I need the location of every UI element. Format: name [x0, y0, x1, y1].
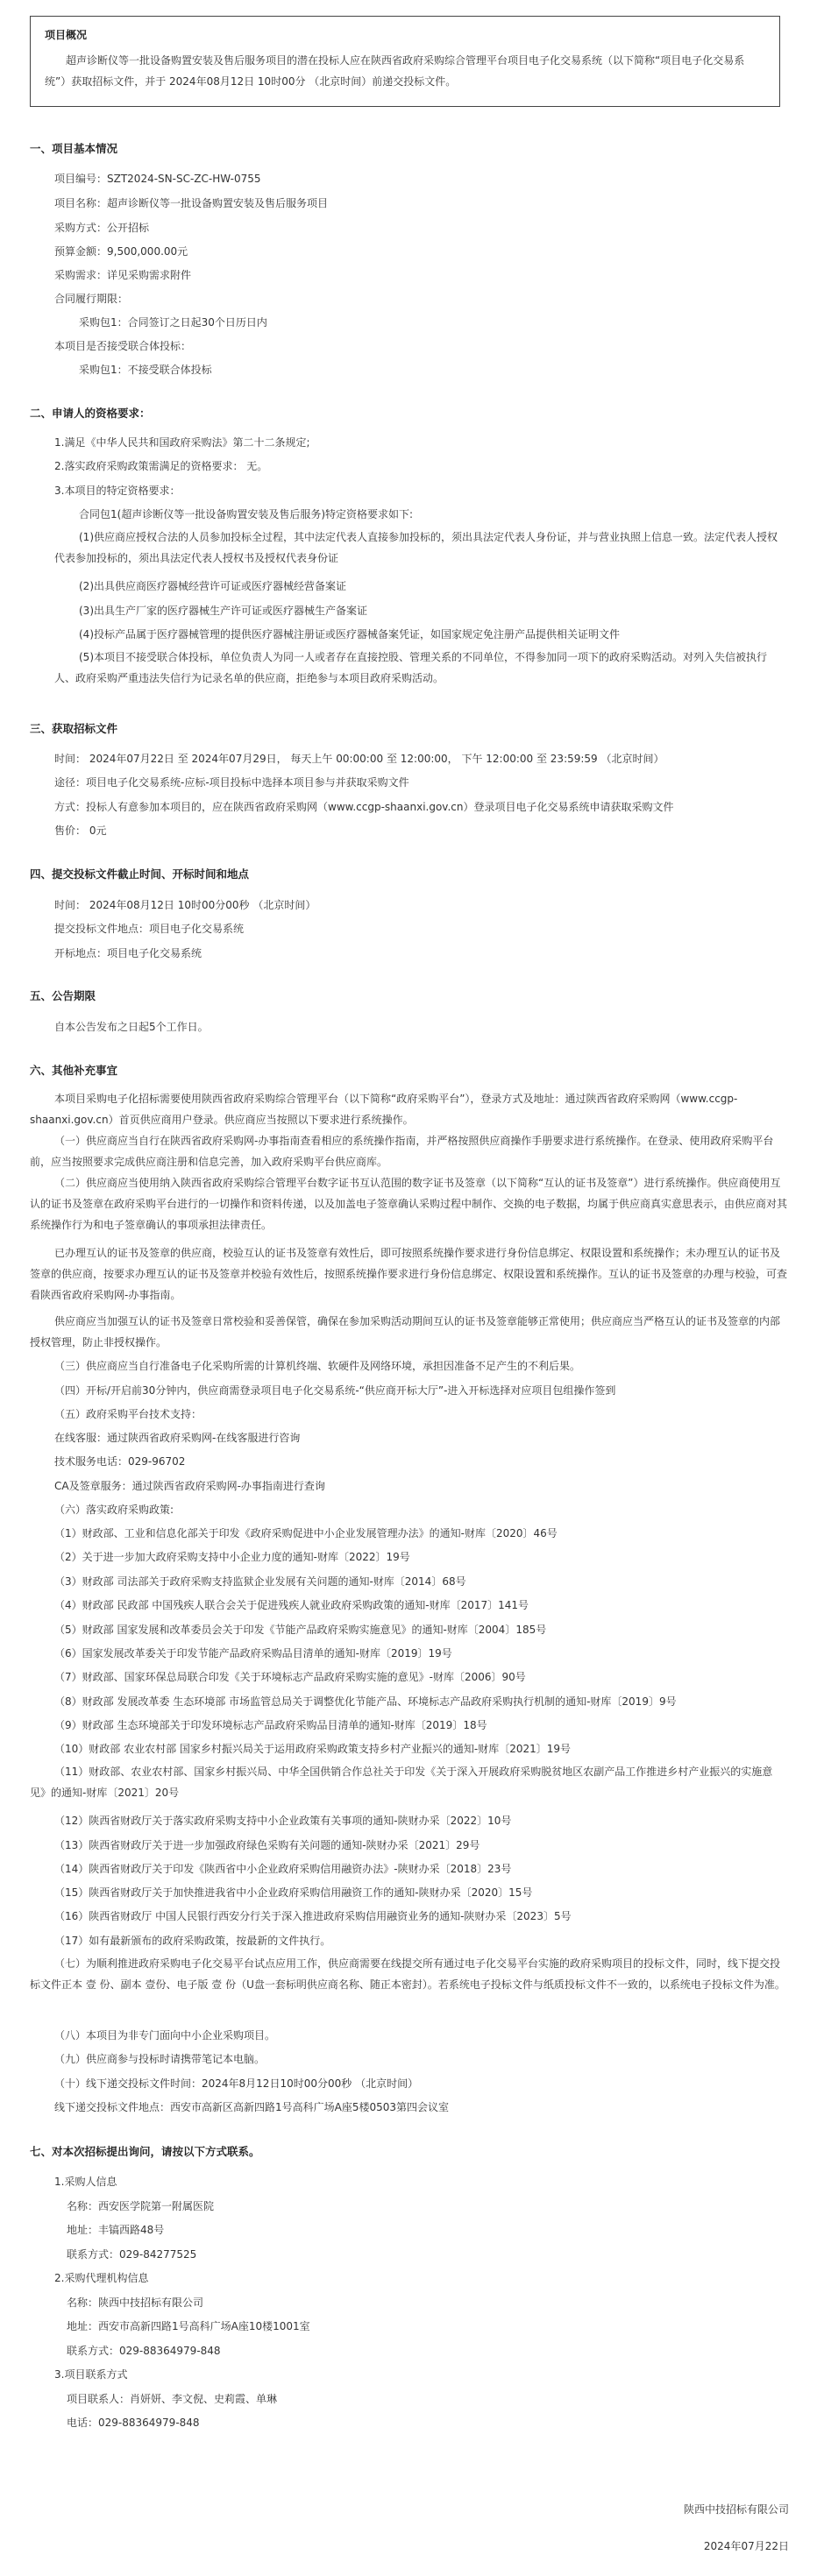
policy-item: （8）财政部 发展改革委 生态环境部 市场监管总局关于调整优化节能产品、环境标志产品政府采购执行机制的通知-财库〔2019〕9号 — [54, 1695, 677, 1708]
consortium-package-1: 采购包1：不接受联合体投标 — [79, 364, 212, 376]
section-4-heading: 四、提交投标文件截止时间、开标时间和地点 — [30, 867, 250, 881]
document-price: 售价： 0元 — [54, 824, 107, 837]
opening-location: 开标地点：项目电子化交易系统 — [54, 947, 202, 959]
supplement-item-4: （四）开标/开启前30分钟内，供应商需登录项目电子化交易系统-“供应商开标大厅”-进入开标选择对应项目包组操作签到 — [54, 1384, 616, 1397]
section-7-heading: 七、对本次招标提出询问，请按以下方式联系。 — [30, 2145, 260, 2158]
contract-term-package-1: 采购包1：合同签订之日起30个日历日内 — [79, 316, 267, 329]
signature-org: 陕西中技招标有限公司 — [683, 2503, 789, 2516]
contract-term-label: 合同履行期限： — [54, 293, 129, 305]
purchaser-address: 地址：丰镐西路48号 — [67, 2224, 165, 2236]
supplement-item-6: （六）落实政府采购政策: — [54, 1504, 174, 1516]
supplement-item-5: （五）政府采购平台技术支持： — [54, 1408, 202, 1420]
supplement-item-2: （二）供应商应当使用纳入陕西省政府采购综合管理平台数字证书互认范围的数字证书及签章（以下简称“互认的证书及签章”）进行系统操作。供应商使用互认的证书及签章在政府采购平台进行的一切操作和资料传递，以及加盖电子签章确认采购过程中制作、交换的电子数据，均属于供应商真实意思表示，由供应商对其系统操作行为和电子签章确认的事项承担法律责任。 — [30, 1177, 788, 1231]
policy-item: （2）关于进一步加大政府采购支持中小企业力度的通知-财库〔2022〕19号 — [54, 1551, 410, 1563]
policy-item: （11）财政部、农业农村部、国家乡村振兴局、中华全国供销合作总社关于印发《关于深入开展政府采购脱贫地区农副产品工作推进乡村产业振兴的实施意见》的通知-财库〔2021〕20号 — [30, 1766, 773, 1799]
supplement-item-9: （九）供应商参与投标时请携带笔记本电脑。 — [54, 2053, 266, 2065]
agency-contact: 联系方式：029-88364979-848 — [67, 2345, 221, 2357]
section-1-heading: 一、项目基本情况 — [30, 142, 118, 155]
purchaser-info-heading: 1.采购人信息 — [54, 2176, 117, 2188]
requirement-item-3: (3)出具生产厂家的医疗器械生产许可证或医疗器械生产备案证 — [79, 605, 368, 617]
policy-item: （3）财政部 司法部关于政府采购支持监狱企业发展有关问题的通知-财库〔2014〕68号 — [54, 1575, 466, 1588]
agency-address: 地址：西安市高新四路1号高科广场A座10楼1001室 — [67, 2320, 310, 2332]
procurement-method: 采购方式：公开招标 — [54, 222, 150, 234]
requirement-item-5: (5)本项目不接受联合体投标，单位负责人为同一人或者存在直接控股、管理关系的不同单位，不得参加同一项下的政府采购活动。对列入失信被执行人、政府采购严重违法失信行为记录名单的供应商，拒绝参与本项目政府采购活动。 — [54, 651, 768, 684]
overview-title: 项目概况 — [45, 29, 88, 41]
purchaser-name: 名称：西安医学院第一附属医院 — [67, 2200, 215, 2212]
signature-date: 2024年07月22日 — [703, 2540, 789, 2552]
supplement-intro: 本项目采购电子化招标需要使用陕西省政府采购综合管理平台（以下简称“政府采购平台”），登录方式及地址：通过陕西省政府采购网（www.ccgp-shaanxi.gov.cn）首页供应商用户登录。供应商应当按照以下要求进行系统操作。 — [30, 1093, 738, 1126]
submission-location: 提交投标文件地点：项目电子化交易系统 — [54, 923, 245, 935]
supplement-item-7: （七）为顺利推进政府采购电子化交易平台试点应用工作，供应商需要在线提交所有通过电子化交易平台实施的政府采购项目的投标文件，同时，线下提交投标文件正本 壹 份、副本 壹份、电子版 壹 份（U盘一套标明供应商名称、随正本密封）。若系统电子投标文件与纸质投标文件不一致的，以系统电子投标文件为准。 — [30, 1957, 785, 1991]
acquisition-time: 时间： 2024年07月22日 至 2024年07月29日， 每天上午 00:00:00 至 12:00:00， 下午 12:00:00 至 23:59:59 （北京时间） — [54, 753, 664, 765]
package-specific-requirements: 合同包1(超声诊断仪等一批设备购置安装及售后服务)特定资格要求如下: — [79, 508, 414, 520]
supplement-item-1: （一）供应商应当自行在陕西省政府采购网-办事指南查看相应的系统操作指南，并严格按照供应商操作手册要求进行系统操作。在登录、使用政府采购平台前，应当按照要求完成供应商注册和信息完善，加入政府采购平台供应商库。 — [30, 1135, 774, 1168]
policy-item: （13）陕西省财政厅关于进一步加强政府绿色采购有关问题的通知-陕财办采〔2021〕29号 — [54, 1839, 480, 1851]
qualification-3: 3.本项目的特定资格要求： — [54, 485, 181, 497]
section-5-heading: 五、公告期限 — [30, 989, 96, 1002]
requirement-item-1: (1)供应商应授权合法的人员参加投标全过程，其中法定代表人直接参加投标的，须出具法定代表人身份证，并与营业执照上信息一致。法定代表人授权代表参加投标的，须出具法定代表人授权书及授权代表身份证 — [54, 531, 778, 564]
supplement-item-3: （三）供应商应当自行准备电子化采购所需的计算机终端、软硬件及网络环境，承担因准备不足产生的不利后果。 — [54, 1360, 581, 1372]
acquisition-channel: 途径：项目电子化交易系统-应标-项目投标中选择本项目参与并获取采购文件 — [54, 776, 409, 789]
requirement-item-2: (2)出具供应商医疗器械经营许可证或医疗器械经营备案证 — [79, 580, 347, 592]
qualification-1: 1.满足《中华人民共和国政府采购法》第二十二条规定; — [54, 436, 310, 449]
deadline-time: 时间： 2024年08月12日 10时00分00秒 （北京时间） — [54, 899, 316, 911]
offline-submission-location: 线下递交投标文件地点：西安市高新区高新四路1号高科广场A座5楼0503第四会议室 — [54, 2101, 450, 2113]
policy-item: （12）陕西省财政厅关于落实政府采购支持中小企业政策有关事项的通知-陕财办采〔2022〕10号 — [54, 1815, 512, 1827]
online-service: 在线客服：通过陕西省政府采购网-在线客服进行咨询 — [54, 1432, 301, 1444]
policy-item: （15）陕西省财政厅关于加快推进我省中小企业政府采购信用融资工作的通知-陕财办采〔2020〕15号 — [54, 1886, 533, 1899]
project-overview-box — [30, 16, 780, 107]
policy-item: （1）财政部、工业和信息化部关于印发《政府采购促进中小企业发展管理办法》的通知-财库〔2020〕46号 — [54, 1527, 558, 1539]
policy-item: （14）陕西省财政厅关于印发《陕西省中小企业政府采购信用融资办法》-陕财办采〔2018〕23号 — [54, 1863, 512, 1875]
purchaser-contact: 联系方式：029-84277525 — [67, 2248, 197, 2261]
policy-item: （10）财政部 农业农村部 国家乡村振兴局关于运用政府采购政策支持乡村产业振兴的通知-财库〔2021〕19号 — [54, 1743, 572, 1755]
procurement-requirement: 采购需求：详见采购需求附件 — [54, 269, 192, 281]
announcement-period: 自本公告发布之日起5个工作日。 — [54, 1021, 209, 1033]
supplement-item-2-safekeeping: 供应商应当加强互认的证书及签章日常校验和妥善保管，确保在参加采购活动期间互认的证书及签章能够正常使用；供应商应当严格互认的证书及签章的内部授权管理，防止非授权操作。 — [30, 1315, 781, 1348]
project-contact-heading: 3.项目联系方式 — [54, 2368, 128, 2381]
section-3-heading: 三、获取招标文件 — [30, 722, 118, 735]
overview-text: 超声诊断仪等一批设备购置安装及售后服务项目的潜在投标人应在陕西省政府采购综合管理平台项目电子化交易系统（以下简称“项目电子化交易系统”）获取招标文件，并于 2024年08月12日 10时00分 （北京时间）前递交投标文件。 — [45, 54, 745, 88]
supplement-item-2-cont: 已办理互认的证书及签章的供应商，校验互认的证书及签章有效性后，即可按照系统操作要求进行身份信息绑定、权限设置和系统操作；未办理互认的证书及签章的供应商，按要求办理互认的证书及签章并校验有效性后，按照系统操作要求进行身份信息绑定、权限设置和系统操作。互认的证书及签章的办理与校验，可查看陕西省政府采购网-办事指南。 — [30, 1247, 788, 1301]
qualification-2: 2.落实政府采购政策需满足的资格要求： 无。 — [54, 460, 268, 472]
policy-item: （16）陕西省财政厅 中国人民银行西安分行关于深入推进政府采购信用融资业务的通知-陕财办采〔2023〕5号 — [54, 1910, 572, 1922]
section-2-heading: 二、申请人的资格要求： — [30, 407, 151, 420]
agency-name: 名称：陕西中技招标有限公司 — [67, 2296, 204, 2309]
project-name: 项目名称：超声诊断仪等一批设备购置安装及售后服务项目 — [54, 197, 329, 209]
policy-item: （6）国家发展改革委关于印发节能产品政府采购品目清单的通知-财库〔2019〕19号 — [54, 1647, 452, 1660]
ca-service: CA及签章服务：通过陕西省政府采购网-办事指南进行查询 — [54, 1480, 325, 1492]
section-6-heading: 六、其他补充事宜 — [30, 1064, 118, 1077]
consortium-label: 本项目是否接受联合体投标： — [54, 340, 192, 352]
project-contact-phone: 电话：029-88364979-848 — [67, 2417, 200, 2429]
project-number: 项目编号：SZT2024-SN-SC-ZC-HW-0755 — [54, 173, 261, 185]
policy-item: （7）财政部、国家环保总局联合印发《关于环境标志产品政府采购实施的意见》-财库〔2006〕90号 — [54, 1671, 526, 1683]
supplement-item-10: （十）线下递交投标文件时间：2024年8月12日10时00分00秒 （北京时间） — [54, 2077, 419, 2090]
supplement-item-8: （八）本项目为非专门面向中小企业采购项目。 — [54, 2029, 276, 2042]
policy-item: （17）如有最新颁布的政府采购政策，按最新的文件执行。 — [54, 1935, 331, 1947]
tech-support-phone: 技术服务电话：029-96702 — [54, 1455, 186, 1468]
policy-item: （4）财政部 民政部 中国残疾人联合会关于促进残疾人就业政府采购政策的通知-财库〔2017〕141号 — [54, 1599, 529, 1611]
requirement-item-4: (4)投标产品属于医疗器械管理的提供医疗器械注册证或医疗器械备案凭证，如国家规定免注册产品提供相关证明文件 — [79, 628, 621, 640]
agency-info-heading: 2.采购代理机构信息 — [54, 2272, 149, 2284]
project-contact-persons: 项目联系人：肖妍妍、李文倪、史莉霞、单琳 — [67, 2393, 278, 2405]
policy-item: （5）财政部 国家发展和改革委员会关于印发《节能产品政府采购实施意见》的通知-财库〔2004〕185号 — [54, 1624, 547, 1636]
budget-amount: 预算金额：9,500,000.00元 — [54, 245, 188, 258]
acquisition-method: 方式：投标人有意参加本项目的，应在陕西省政府采购网（www.ccgp-shaanxi.gov.cn）登录项目电子化交易系统申请获取采购文件 — [54, 801, 674, 813]
policy-item: （9）财政部 生态环境部关于印发环境标志产品政府采购品目清单的通知-财库〔2019〕18号 — [54, 1719, 487, 1731]
